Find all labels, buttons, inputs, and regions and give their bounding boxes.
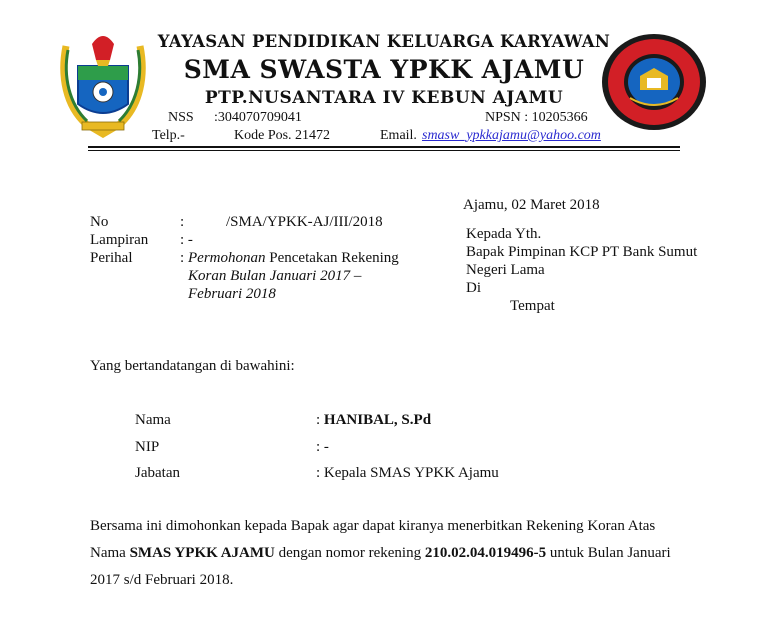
recipient-line3: Negeri Lama <box>466 262 545 278</box>
company-name: PTP.NUSANTARA IV KEBUN AJAMU <box>204 88 564 108</box>
jabatan-value: : Kepala SMAS YPKK Ajamu <box>316 465 499 481</box>
perihal-line3: Februari 2018 <box>188 286 276 302</box>
intro-text: Yang bertandatangan di bawahini: <box>90 358 295 374</box>
recipient-line2: Bapak Pimpinan KCP PT Bank Sumut <box>466 244 698 260</box>
letter-date: Ajamu, 02 Maret 2018 <box>463 197 600 213</box>
npsn: NPSN : 10205366 <box>485 110 588 125</box>
nip-value: : - <box>316 439 329 455</box>
recipient-line1: Kepada Yth. <box>466 226 542 242</box>
perihal-line1 <box>188 250 399 267</box>
perihal-label: Perihal <box>90 250 133 266</box>
nip-label: NIP <box>135 439 160 455</box>
paragraph-line1: Bersama ini dimohonkan kepada Bapak agar dapat kiranya menerbitkan Rekening Koran Atas <box>90 518 656 534</box>
no-colon: : <box>180 214 185 230</box>
paragraph-text-a: Nama <box>90 545 130 561</box>
paragraph-line3: 2017 s/d Februari 2018. <box>90 572 234 588</box>
no-label: No <box>90 214 109 230</box>
header-rule-thick <box>88 146 680 148</box>
account-number: 210.02.04.019496-5 <box>424 545 547 561</box>
nss-label: NSS <box>168 110 194 125</box>
perihal-rest: Pencetakan Rekening <box>265 250 399 266</box>
no-value: /SMA/YPKK-AJ/III/2018 <box>226 214 383 230</box>
email-label: Email. <box>380 128 417 143</box>
lampiran-label: Lampiran <box>90 232 149 248</box>
nama-label: Nama <box>135 412 171 428</box>
paragraph-text-e: untuk Bulan Januari <box>546 545 671 561</box>
recipient-line4: Di <box>466 280 481 296</box>
perihal-line2: Koran Bulan Januari 2017 – <box>188 268 362 284</box>
nss-value: :304070709041 <box>214 110 302 125</box>
header-rule-thin <box>88 150 680 151</box>
perihal-colon: : <box>180 250 185 266</box>
school-name: SMA SWASTA YPKK AJAMU <box>183 55 585 84</box>
paragraph-line2 <box>90 545 671 562</box>
jabatan-label: Jabatan <box>135 465 180 481</box>
postal-code: Kode Pos. 21472 <box>234 128 331 143</box>
account-name: SMAS YPKK AJAMU <box>129 545 275 561</box>
telp: Telp.- <box>152 128 185 143</box>
nama-text: HANIBAL, S.Pd <box>323 412 432 428</box>
lampiran-value: : - <box>180 232 193 248</box>
paragraph-text-c: dengan nomor rekening <box>274 545 425 561</box>
email-link[interactable]: smasw_ypkkajamu@yahoo.com <box>422 128 601 143</box>
perihal-emphasis: Permohonan <box>188 250 266 266</box>
nama-colon: : <box>316 412 321 428</box>
foundation-name: YAYASAN PENDIDIKAN KELUARGA KARYAWAN <box>157 32 611 51</box>
recipient-line5: Tempat <box>510 298 555 314</box>
nama-value <box>316 412 431 429</box>
